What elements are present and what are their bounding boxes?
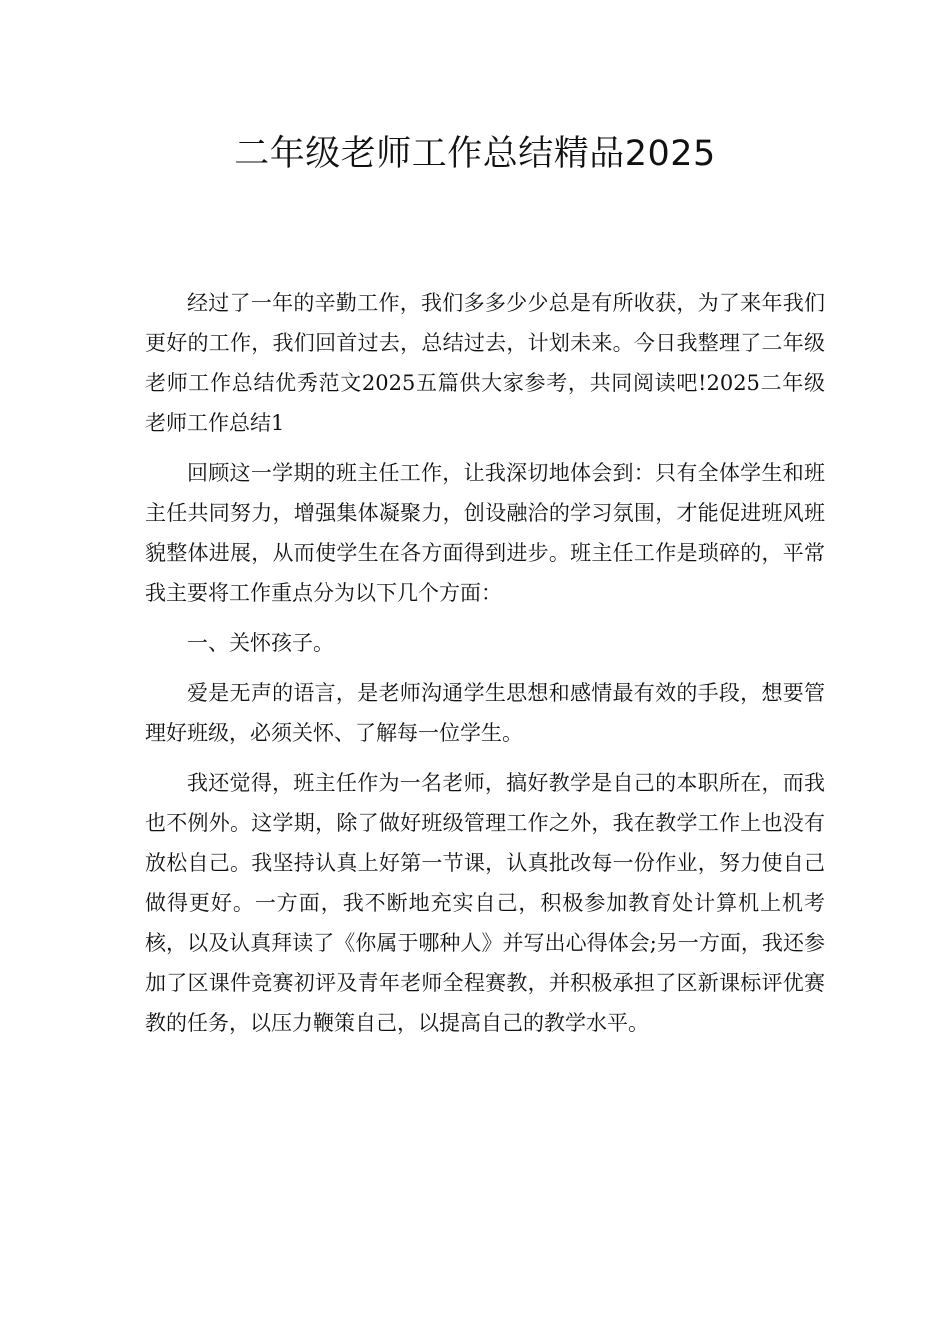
paragraph-intro: 经过了一年的辛勤工作，我们多多少少总是有所收获，为了来年我们更好的工作，我们回首过去，总结过去，计划未来。今日我整理了二年级老师工作总结优秀范文2025五篇供大家参考，共同阅读吧!2025二年级老师工作总结1: [145, 291, 825, 435]
document-body: [145, 283, 825, 1053]
document-title: 二年级老师工作总结精品2025: [234, 134, 716, 174]
paragraph-love: 爱是无声的语言，是老师沟通学生思想和感情最有效的手段，想要管理好班级，必须关怀、了解每一位学生。: [145, 681, 825, 745]
paragraph-teaching: 我还觉得，班主任作为一名老师，搞好教学是自己的本职所在，而我也不例外。这学期，除了做好班级管理工作之外，我在教学工作上也没有放松自己。我坚持认真上好第一节课，认真批改每一份作业，努力使自己做得更好。一方面，我不断地充实自己，积极参加教育处计算机上机考核，以及认真拜读了《你属于哪种人》并写出心得体会;另一方面，我还参加了区课件竞赛初评及青年老师全程赛教，并积极承担了区新课标评优赛教的任务，以压力鞭策自己，以提高自己的教学水平。: [145, 771, 825, 1035]
section-heading-care: 一、关怀孩子。: [187, 631, 334, 655]
paragraph-review: 回顾这一学期的班主任工作，让我深切地体会到：只有全体学生和班主任共同努力，增强集体凝聚力，创设融洽的学习氛围，才能促进班风班貌整体进展，从而使学生在各方面得到进步。班主任工作是琐碎的，平常我主要将工作重点分为以下几个方面：: [145, 461, 825, 605]
